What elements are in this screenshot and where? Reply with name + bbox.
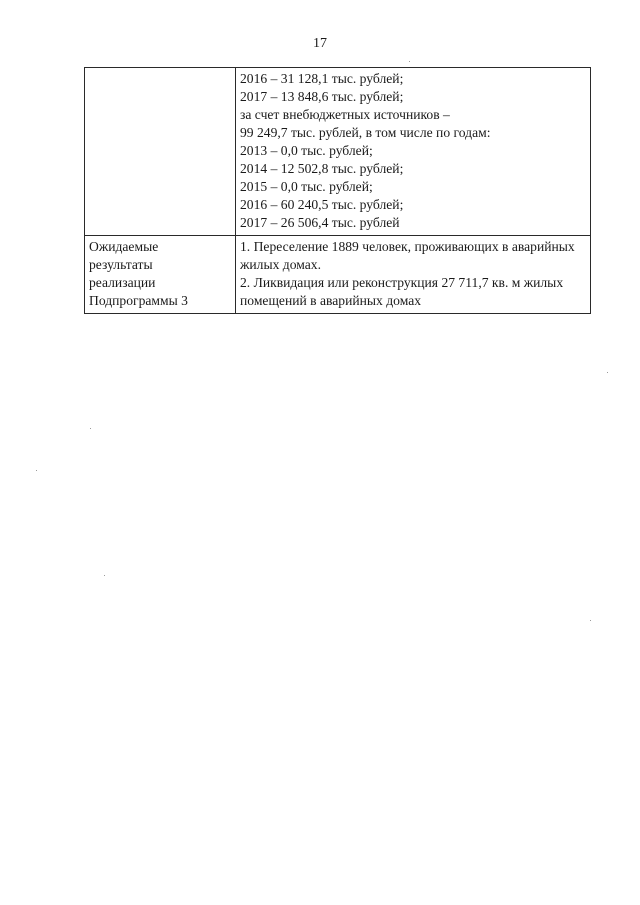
label-line: реализации: [89, 275, 156, 290]
funding-line: 2017 – 26 506,4 тыс. рублей: [240, 215, 400, 230]
funding-line: 99 249,7 тыс. рублей, в том числе по годам:: [240, 125, 491, 140]
table-cell-label: [85, 236, 236, 314]
table-row: [85, 236, 591, 314]
label-line: Подпрограммы 3: [89, 293, 188, 308]
scan-speck: [104, 575, 105, 576]
table-cell-results: [236, 236, 591, 314]
result-item: 2. Ликвидация или реконструкция 27 711,7 кв. м жилых помещений в аварийных домах: [240, 275, 564, 308]
page-number: 17: [313, 36, 327, 51]
result-item: 1. Переселение 1889 человек, проживающих в аварийных жилых домах.: [240, 239, 575, 272]
scan-speck: [409, 61, 410, 62]
label-line: результаты: [89, 257, 153, 272]
funding-line: 2014 – 12 502,8 тыс. рублей;: [240, 161, 404, 176]
funding-line: 2016 – 31 128,1 тыс. рублей;: [240, 71, 404, 86]
funding-line: 2013 – 0,0 тыс. рублей;: [240, 143, 373, 158]
table-row: [85, 68, 591, 236]
table-cell-funding: [236, 68, 591, 236]
label-line: Ожидаемые: [89, 239, 159, 254]
subprogram-table: [84, 67, 591, 314]
scan-speck: [590, 620, 591, 621]
scan-speck: [36, 470, 37, 471]
funding-line: 2017 – 13 848,6 тыс. рублей;: [240, 89, 404, 104]
scan-speck: [90, 428, 91, 429]
funding-line: 2016 – 60 240,5 тыс. рублей;: [240, 197, 404, 212]
scan-speck: [607, 372, 608, 373]
funding-line: 2015 – 0,0 тыс. рублей;: [240, 179, 373, 194]
table-cell-label-empty: [85, 68, 236, 236]
funding-line: за счет внебюджетных источников –: [240, 107, 450, 122]
